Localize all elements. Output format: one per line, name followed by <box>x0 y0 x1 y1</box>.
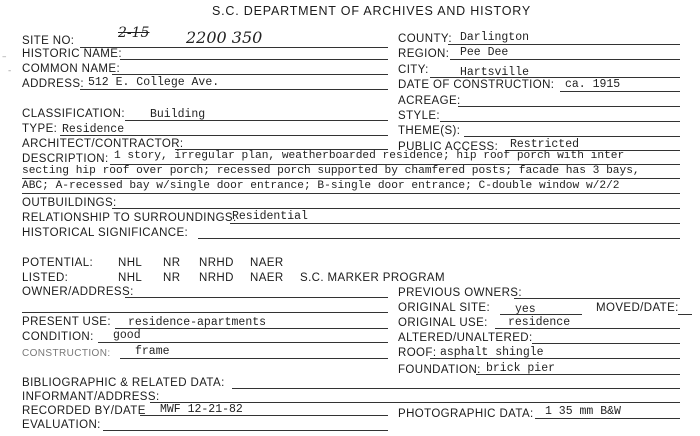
site-no-new-value: 2200 350 <box>186 28 263 47</box>
description-label: DESCRIPTION: <box>22 153 109 165</box>
address-value: 512 E. College Ave. <box>88 76 220 89</box>
date-construction-label: DATE OF CONSTRUCTION: <box>398 79 555 91</box>
date-construction-line <box>560 91 680 92</box>
themes-line <box>464 136 680 137</box>
moved-date-line <box>678 314 692 315</box>
foundation-label: FOUNDATION: <box>398 364 481 376</box>
present-use-value: residence-apartments <box>128 316 267 329</box>
common-name-line <box>112 74 388 75</box>
photographic-label: PHOTOGRAPHIC DATA: <box>398 408 534 420</box>
style-line <box>440 121 680 122</box>
themes-label: THEME(S): <box>398 125 461 137</box>
altered-line <box>532 343 680 344</box>
recorded-by-value: MWF 12-21-82 <box>160 403 243 416</box>
listed-nhl: NHL <box>118 272 143 284</box>
owner-address-line <box>125 297 388 298</box>
description-rule-3 <box>22 193 680 194</box>
photographic-value: 1 35 mm B&W <box>545 405 621 418</box>
historical-significance-line <box>198 238 680 239</box>
acreage-line <box>458 106 680 107</box>
owner-address-line-2 <box>22 312 388 313</box>
recorded-by-label: RECORDED BY/DATE <box>22 405 146 417</box>
page-title: S.C. DEPARTMENT OF ARCHIVES AND HISTORY <box>212 4 531 18</box>
relationship-label: RELATIONSHIP TO SURROUNDINGS: <box>22 212 237 224</box>
potential-nhl: NHL <box>118 257 143 269</box>
original-use-value: residence <box>508 316 571 329</box>
evaluation-line <box>103 430 388 431</box>
moved-date-label: MOVED/DATE: <box>596 302 679 314</box>
classification-label: CLASSIFICATION: <box>22 108 125 120</box>
potential-naer: NAER <box>250 257 284 269</box>
construction-value: frame <box>135 345 170 358</box>
condition-label: CONDITION: <box>22 331 94 343</box>
original-site-line <box>500 314 582 315</box>
city-label: CITY: <box>398 64 429 76</box>
site-no-label: SITE NO: <box>22 35 75 47</box>
original-site-label: ORIGINAL SITE: <box>398 302 491 314</box>
sc-marker-program: S.C. MARKER PROGRAM <box>300 272 445 284</box>
address-label: ADDRESS: <box>22 78 84 90</box>
foundation-line <box>476 374 680 375</box>
historic-name-line <box>120 59 388 60</box>
condition-value: good <box>113 329 141 342</box>
address-line <box>80 89 388 90</box>
city-line <box>430 77 680 78</box>
type-label: TYPE: <box>22 123 58 135</box>
original-use-line <box>495 328 680 329</box>
county-value: Darlington <box>460 31 530 44</box>
informant-label: INFORMANT/ADDRESS: <box>22 391 160 403</box>
region-value: Pee Dee <box>460 46 509 59</box>
relationship-line <box>230 223 680 224</box>
style-label: STYLE: <box>398 110 441 122</box>
foundation-value: brick pier <box>486 362 556 375</box>
type-value: Residence <box>62 123 125 136</box>
listed-nr: NR <box>163 272 181 284</box>
outbuildings-label: OUTBUILDINGS: <box>22 197 117 209</box>
listed-naer: NAER <box>250 272 284 284</box>
historical-significance-label: HISTORICAL SIGNIFICANCE: <box>22 227 189 239</box>
description-rule-2 <box>22 178 680 179</box>
roof-line <box>430 358 680 359</box>
listed-nrhd: NRHD <box>199 272 234 284</box>
outbuildings-line <box>112 208 680 209</box>
listed-label: LISTED: <box>22 272 69 284</box>
recorded-by-line <box>140 415 388 416</box>
public-access-value: Restricted <box>510 138 580 151</box>
type-line <box>60 135 388 136</box>
site-no-line <box>80 47 388 48</box>
condition-line <box>98 342 388 343</box>
public-access-label: PUBLIC ACCESS: <box>398 141 499 153</box>
region-label: REGION: <box>398 48 450 60</box>
roof-label: ROOF: <box>398 347 437 359</box>
region-line <box>450 59 680 60</box>
photographic-line <box>535 418 680 419</box>
relationship-value: Residential <box>232 210 308 223</box>
site-no-old-value: 2-15 <box>118 25 150 41</box>
roof-value: asphalt shingle <box>440 346 544 359</box>
common-name-label: COMMON NAME: <box>22 63 121 75</box>
historic-name-label: HISTORIC NAME: <box>22 48 122 60</box>
classification-value: Building <box>150 108 206 121</box>
altered-label: ALTERED/UNALTERED: <box>398 332 533 344</box>
description-line-1: 1 story, irregular plan, weatherboarded residence; hip roof porch with inter <box>114 150 625 162</box>
potential-nrhd: NRHD <box>199 257 234 269</box>
construction-line <box>120 358 388 359</box>
description-line-2: secting hip roof over porch; recessed porch supported by chamfered posts; facade has 3 bays, <box>22 165 640 177</box>
county-label: COUNTY: <box>398 33 452 45</box>
classification-line <box>125 120 388 121</box>
present-use-label: PRESENT USE: <box>22 316 111 328</box>
architect-label: ARCHITECT/CONTRACTOR: <box>22 138 184 150</box>
potential-nr: NR <box>163 257 181 269</box>
evaluation-label: EVALUATION: <box>22 419 101 431</box>
description-line-3: ABC; A-recessed bay w/single door entrance; B-single door entrance; C-double window w/2/2 <box>22 180 620 192</box>
owner-address-label: OWNER/ADDRESS: <box>22 286 134 298</box>
city-value: Hartsville <box>460 66 530 79</box>
bibliographic-line <box>232 388 680 389</box>
county-line <box>448 44 680 45</box>
original-site-value: yes <box>515 303 536 316</box>
original-use-label: ORIGINAL USE: <box>398 317 488 329</box>
potential-label: POTENTIAL: <box>22 257 94 269</box>
previous-owners-line <box>514 298 680 299</box>
date-construction-value: ca. 1915 <box>565 78 621 91</box>
margin-mark: - <box>8 66 12 76</box>
margin-mark: – <box>2 52 7 62</box>
construction-label: CONSTRUCTION: <box>22 348 111 359</box>
acreage-label: ACREAGE: <box>398 95 461 107</box>
present-use-line <box>115 328 388 329</box>
bibliographic-label: BIBLIOGRAPHIC & RELATED DATA: <box>22 377 225 389</box>
previous-owners-label: PREVIOUS OWNERS: <box>398 287 522 299</box>
